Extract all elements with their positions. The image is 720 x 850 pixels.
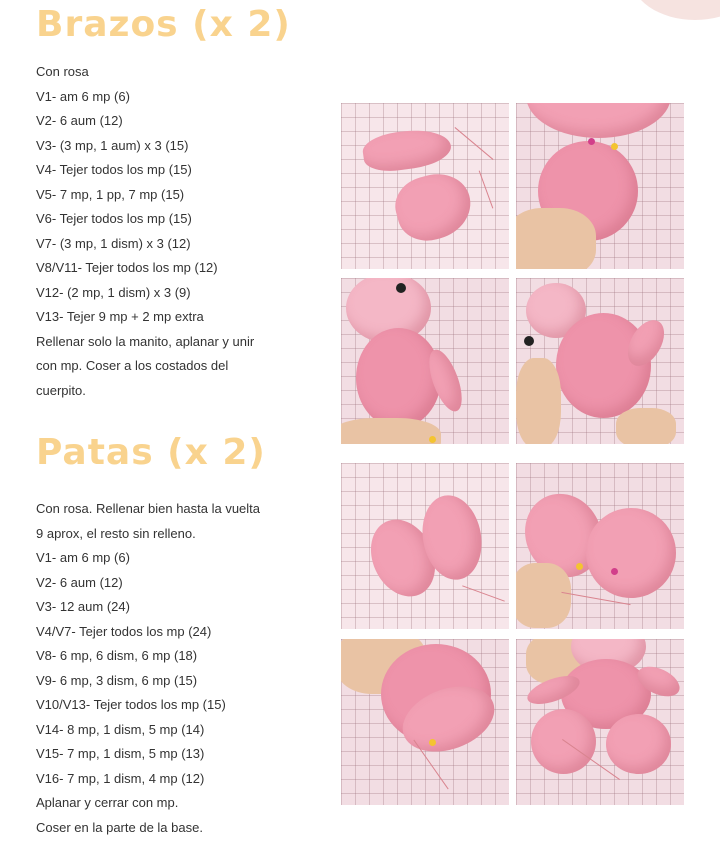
instruction-line: V5- 7 mp, 1 pp, 7 mp (15) bbox=[36, 186, 185, 202]
instruction-line: V7- (3 mp, 1 dism) x 3 (12) bbox=[36, 235, 191, 251]
instruction-line: V4/V7- Tejer todos los mp (24) bbox=[36, 623, 212, 639]
instruction-line: con mp. Coser a los costados del bbox=[36, 358, 229, 373]
photo-legs-attached bbox=[516, 463, 684, 629]
instruction-line: V9- 6 mp, 3 dism, 6 mp (15) bbox=[36, 672, 198, 688]
corner-decoration bbox=[630, 0, 720, 20]
instruction-line: V12- (2 mp, 1 dism) x 3 (9) bbox=[36, 284, 191, 300]
instruction-line: V10/V13- Tejer todos los mp (15) bbox=[36, 697, 226, 712]
instruction-line: V8- 6 mp, 6 dism, 6 mp (18) bbox=[36, 648, 198, 663]
instruction-line: Rellenar solo la manito, aplanar y unir bbox=[36, 333, 255, 349]
instruction-line: V14- 8 mp, 1 dism, 5 mp (14) bbox=[36, 721, 205, 737]
instruction-line: cuerpito. bbox=[36, 382, 86, 398]
instruction-line: Coser en la parte de la base. bbox=[36, 819, 203, 835]
patas-instructions bbox=[36, 497, 260, 840]
photo-finished-doll bbox=[516, 639, 684, 805]
section-title-brazos: Brazos (x 2) bbox=[36, 4, 291, 45]
instruction-line: Con rosa. Rellenar bien hasta la vuelta bbox=[36, 501, 261, 516]
photo-body-front bbox=[516, 278, 684, 444]
instruction-line: V16- 7 mp, 1 dism, 4 mp (12) bbox=[36, 770, 205, 786]
photo-leg-sewing bbox=[341, 639, 509, 805]
instruction-line: V2- 6 aum (12) bbox=[36, 113, 123, 128]
instruction-line: V2- 6 aum (12) bbox=[36, 574, 123, 590]
instruction-line: V3- 12 aum (24) bbox=[36, 599, 130, 614]
section-title-patas: Patas (x 2) bbox=[36, 432, 266, 473]
instruction-line: V6- Tejer todos los mp (15) bbox=[36, 211, 192, 226]
instruction-line: V3- (3 mp, 1 aum) x 3 (15) bbox=[36, 137, 189, 153]
instruction-line: Con rosa bbox=[36, 64, 89, 79]
photo-body-side bbox=[341, 278, 509, 444]
brazos-instructions bbox=[36, 60, 254, 403]
instruction-line: V13- Tejer 9 mp + 2 mp extra bbox=[36, 309, 204, 324]
instruction-line: V4- Tejer todos los mp (15) bbox=[36, 162, 192, 177]
instruction-line: V8/V11- Tejer todos los mp (12) bbox=[36, 260, 218, 275]
photo-arms-pieces bbox=[341, 103, 509, 269]
instruction-line: V1- am 6 mp (6) bbox=[36, 550, 130, 565]
instruction-line: V15- 7 mp, 1 dism, 5 mp (13) bbox=[36, 746, 205, 761]
photo-legs-pieces bbox=[341, 463, 509, 629]
instruction-line: 9 aprox, el resto sin relleno. bbox=[36, 525, 196, 541]
photo-arm-attached bbox=[516, 103, 684, 269]
instruction-line: V1- am 6 mp (6) bbox=[36, 88, 130, 104]
instruction-line: Aplanar y cerrar con mp. bbox=[36, 795, 179, 810]
